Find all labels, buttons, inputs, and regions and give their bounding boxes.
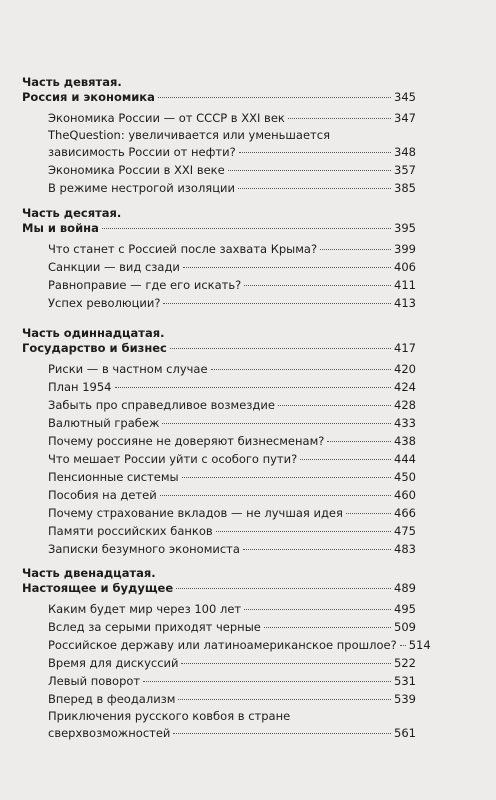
entry-title: Экономика России — от СССР в XXI век <box>48 111 285 125</box>
toc-entry <box>48 378 416 396</box>
toc-entry <box>48 360 416 378</box>
entry-title: Российское державу или латиноамериканское прошлое? <box>48 638 397 652</box>
entry-page-number: 433 <box>394 416 416 430</box>
entry-list <box>22 360 416 558</box>
part-page-number: 395 <box>394 221 416 235</box>
leader-dots <box>300 459 391 460</box>
entry-title-line-1: TheQuestion: увеличивается или уменьшается <box>48 128 330 142</box>
entry-page-number: 509 <box>394 620 416 634</box>
leader-dots <box>288 118 391 119</box>
leader-dots <box>243 549 391 550</box>
entry-title-line-2-row <box>48 144 416 161</box>
entry-list <box>22 109 416 197</box>
leader-dots <box>176 588 391 589</box>
entry-title: Валютный грабеж <box>48 416 160 430</box>
leader-dots <box>278 405 391 406</box>
toc-entry <box>48 432 416 450</box>
entry-page-number: 424 <box>394 380 416 394</box>
toc-entry <box>48 109 416 127</box>
entry-list <box>22 240 416 312</box>
leader-dots <box>346 513 391 514</box>
entry-page-number: 444 <box>394 452 416 466</box>
entry-page-number: 475 <box>394 524 416 538</box>
leader-dots <box>228 170 391 171</box>
entry-title: Левый поворот <box>48 674 141 688</box>
leader-dots <box>170 348 391 349</box>
entry-page-number: 420 <box>394 362 416 376</box>
part-12 <box>22 566 431 742</box>
entry-page-number: 450 <box>394 470 416 484</box>
part-9 <box>22 75 416 197</box>
entry-title: Экономика России в XXI веке <box>48 163 225 177</box>
entry-page-number: 539 <box>394 692 416 706</box>
toc-entry <box>48 672 416 690</box>
leader-dots <box>102 228 391 229</box>
toc-entry <box>48 240 416 258</box>
part-label: Часть двенадцатая. <box>22 566 156 580</box>
part-10 <box>22 206 416 312</box>
entry-page-number: 413 <box>394 296 416 310</box>
entry-title: Вслед за серыми приходят черные <box>48 620 261 634</box>
entry-title: Вперед в феодализм <box>48 692 176 706</box>
entry-page-number: 460 <box>394 488 416 502</box>
entry-page-number: 411 <box>394 278 416 292</box>
toc-entry <box>48 504 416 522</box>
leader-dots <box>115 387 392 388</box>
toc-entry <box>48 258 416 276</box>
entry-title: Успех революции? <box>48 296 161 310</box>
leader-dots <box>160 495 391 496</box>
entry-title: Почему страхование вкладов — не лучшая идея <box>48 506 343 520</box>
toc-entry <box>48 522 416 540</box>
leader-dots <box>158 97 391 98</box>
leader-dots <box>239 152 391 153</box>
leader-dots <box>244 285 391 286</box>
entry-page-number: 522 <box>394 656 416 670</box>
toc-entry <box>48 179 416 197</box>
entry-page-number: 406 <box>394 260 416 274</box>
toc-entry <box>48 654 416 672</box>
part-page-number: 345 <box>394 90 416 104</box>
entry-title: Почему россияне не доверяют бизнесменам? <box>48 434 325 448</box>
leader-dots <box>162 423 391 424</box>
toc-entry <box>48 690 416 708</box>
entry-title-line-1: Приключения русского ковбоя в стране <box>48 709 291 723</box>
entry-title: Записки безумного экономиста <box>48 542 240 556</box>
entry-title: План 1954 <box>48 380 112 394</box>
entry-title: Каким будет мир через 100 лет <box>48 602 242 616</box>
toc-entry <box>48 468 416 486</box>
part-page-number: 489 <box>394 581 416 595</box>
part-label: Часть десятая. <box>22 206 122 220</box>
entry-title-line-2: сверхвозможностей <box>48 726 171 740</box>
toc-entry <box>48 450 416 468</box>
entry-title: Что станет с Россией после захвата Крыма? <box>48 242 318 256</box>
entry-title: Санкции — вид сзади <box>48 260 180 274</box>
leader-dots <box>181 663 391 664</box>
entry-title: Время для дискуссий <box>48 656 179 670</box>
leader-dots <box>173 733 391 734</box>
part-title: Государство и бизнес <box>22 341 167 355</box>
leader-dots <box>211 369 392 370</box>
part-title: Россия и экономика <box>22 90 155 104</box>
toc-entry <box>48 486 416 504</box>
leader-dots <box>182 477 391 478</box>
entry-title: Риски — в частном случае <box>48 362 208 376</box>
leader-dots <box>327 441 391 442</box>
toc-entry <box>48 708 416 742</box>
toc-entry <box>48 161 416 179</box>
entry-page-number: 385 <box>394 181 416 195</box>
part-label: Часть одиннадцатая. <box>22 326 165 340</box>
entry-page-number: 466 <box>394 506 416 520</box>
toc-entry <box>48 414 416 432</box>
entry-page-number: 357 <box>394 163 416 177</box>
leader-dots <box>244 609 391 610</box>
entry-page-number: 347 <box>394 111 416 125</box>
entry-list <box>22 600 431 742</box>
entry-title: Забыть про справедливое возмездие <box>48 398 275 412</box>
entry-title: Пенсионные системы <box>48 470 179 484</box>
toc-entry <box>48 618 416 636</box>
toc-entry <box>48 636 431 654</box>
entry-page-number: 348 <box>394 145 416 159</box>
leader-dots <box>143 681 391 682</box>
entry-title: Пособия на детей <box>48 488 157 502</box>
entry-page-number: 438 <box>394 434 416 448</box>
entry-title-line-2-row <box>48 725 416 742</box>
part-page-number: 417 <box>394 341 416 355</box>
entry-title: В режиме нестрогой изоляции <box>48 181 235 195</box>
part-label: Часть девятая. <box>22 75 122 89</box>
part-title: Настоящее и будущее <box>22 581 174 595</box>
entry-page-number: 531 <box>394 674 416 688</box>
leader-dots <box>264 627 391 628</box>
entry-page-number: 399 <box>394 242 416 256</box>
entry-title: Что мешает России уйти с особого пути? <box>48 452 298 466</box>
part-title-row <box>22 90 416 105</box>
part-title: Мы и война <box>22 221 99 235</box>
part-11 <box>22 326 416 558</box>
part-title-row <box>22 341 416 356</box>
leader-dots <box>216 531 391 532</box>
toc-entry <box>48 127 416 161</box>
leader-dots <box>183 267 391 268</box>
leader-dots <box>178 699 391 700</box>
entry-page-number: 428 <box>394 398 416 412</box>
toc-entry <box>48 540 416 558</box>
part-title-row <box>22 221 416 236</box>
entry-title-line-2: зависимость России от нефти? <box>48 145 236 159</box>
leader-dots <box>238 188 391 189</box>
toc-entry <box>48 600 416 618</box>
part-title-row <box>22 581 416 596</box>
entry-page-number: 561 <box>394 726 416 740</box>
entry-page-number: 483 <box>394 542 416 556</box>
entry-title: Равноправие — где его искать? <box>48 278 242 292</box>
leader-dots <box>400 645 406 646</box>
leader-dots <box>320 249 391 250</box>
entry-page-number: 514 <box>408 638 431 652</box>
entry-title: Памяти российских банков <box>48 524 213 538</box>
toc-entry <box>48 276 416 294</box>
toc-entry <box>48 396 416 414</box>
entry-page-number: 495 <box>394 602 416 616</box>
toc-entry <box>48 294 416 312</box>
leader-dots <box>163 303 391 304</box>
